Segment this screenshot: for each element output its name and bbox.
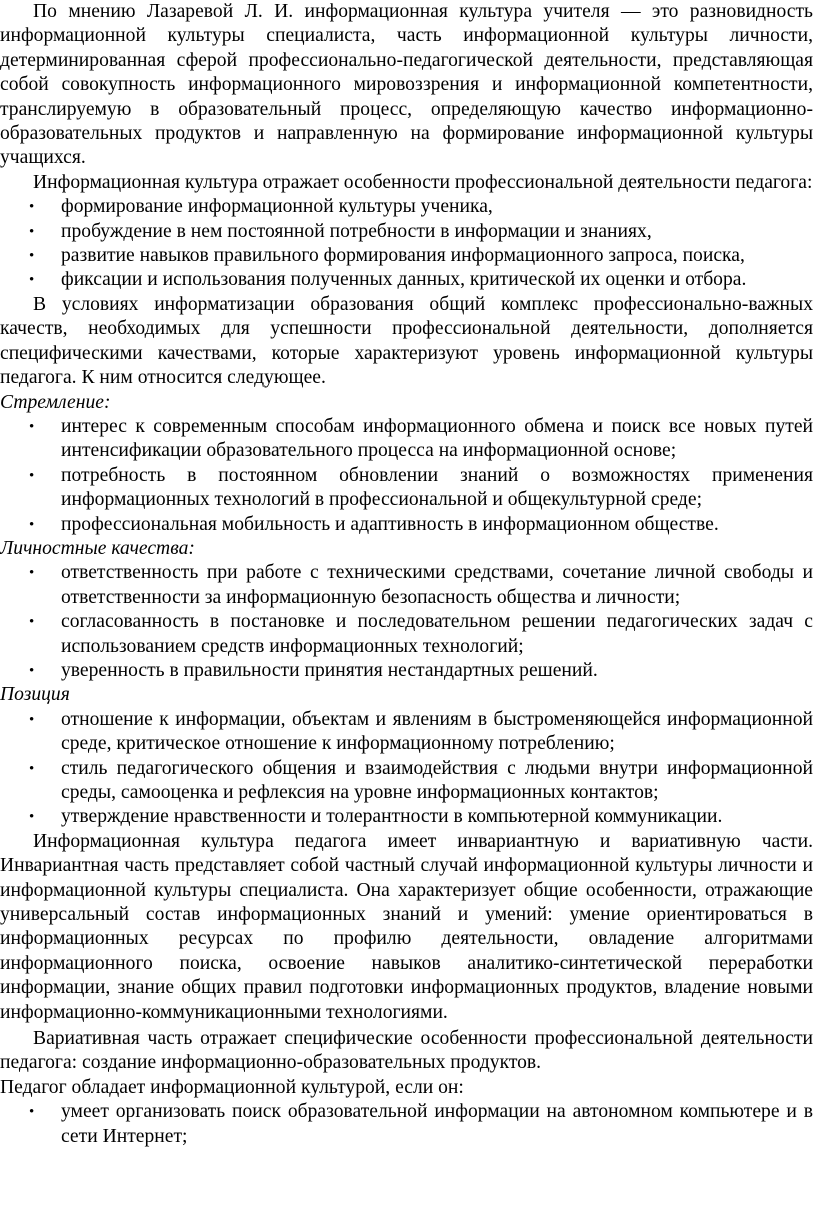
bullet-icon: •: [29, 565, 35, 582]
bullet-icon: •: [29, 467, 35, 484]
list-item-text: развитие навыков правильного формирования информационного запроса, поиска,: [61, 245, 745, 267]
list-item: [0, 659, 813, 683]
list-reflects: [0, 195, 813, 293]
bullet-icon: •: [29, 516, 35, 533]
heading-aspiration: Стремление:: [0, 391, 111, 413]
paragraph-conditions: В условиях информатизации образования общий комплекс профессионально-важных качеств, необходимых для успешности профессиональной деятельности, дополняется специфическими качествами, которые характеризуют уровень информационной культуры педагога. К ним относится следующее.: [0, 293, 813, 389]
list-item-text: ответственность при работе с техническими средствами, сочетание личной свободы и ответственности за информационную безопасность общества и личности;: [61, 562, 813, 608]
bullet-icon: •: [29, 223, 35, 240]
list-item: [0, 464, 813, 513]
list-item: [0, 708, 813, 757]
paragraph-teacher: Педагог обладает информационной культурой, если он:: [0, 1076, 464, 1098]
list-personal-qualities: [0, 561, 813, 683]
heading-personal-qualities: Личностные качества:: [0, 537, 195, 559]
list-item: [0, 561, 813, 610]
heading-position: Позиция: [0, 684, 70, 706]
paragraph-invariant: Информационная культура педагога имеет инвариантную и вариативную части. Инвариантная часть представляет собой частный случай информационной культуры личности и информационной культуры специалиста. Она характеризует общие особенности, отражающие универсальный состав информационных знаний и умений: умение ориентироваться в информационных ресурсах по профилю деятельности, овладение алгоритмами информационного поиска, освоение навыков аналитико-синтетической переработки информации, знание общих правил подготовки информационных продуктов, владение новыми информационно-коммуникационными технологиями.: [0, 830, 813, 1023]
list-item: [0, 757, 813, 806]
list-position: [0, 708, 813, 830]
list-teacher: [0, 1100, 813, 1149]
list-item: [0, 220, 813, 244]
list-item-text: потребность в постоянном обновлении знаний о возможностях применения информационных технологий в профессиональной и общекультурной среде;: [61, 464, 813, 511]
bullet-icon: •: [29, 199, 35, 216]
list-item: [0, 195, 813, 219]
list-item: [0, 513, 813, 537]
paragraph-reflects: Информационная культура отражает особенности профессиональной деятельности педагога:: [33, 171, 813, 193]
list-item: [0, 610, 813, 659]
list-item-text: формирование информационной культуры ученика,: [61, 196, 493, 218]
list-item: [0, 1100, 813, 1149]
list-item: [0, 268, 813, 292]
list-item-text: пробуждение в нем постоянной потребности в информации и знаниях,: [61, 220, 652, 242]
list-item-text: уверенность в правильности принятия нестандартных решений.: [61, 659, 598, 681]
bullet-icon: •: [29, 760, 35, 777]
list-aspiration: [0, 415, 813, 537]
paragraph-intro: По мнению Лазаревой Л. И. информационная культура учителя — это разновидность информационной культуры специалиста, часть информационной культуры личности, детерминированная сферой профессионально-педагогической деятельности, представляющая собой совокупность информационного мировоззрения и информационной компетентности, транслируемую в образовательный процесс, определяющую качество информационно-образовательных продуктов и направленную на формирование информационной культуры учащихся.: [0, 1, 813, 169]
list-item: [0, 244, 813, 268]
bullet-icon: •: [29, 1104, 35, 1121]
list-item-text: утверждение нравственности и толерантности в компьютерной коммуникации.: [61, 806, 723, 828]
list-item: [0, 805, 813, 829]
list-item-text: интерес к современным способам информационного обмена и поиск все новых путей интенсификации образовательного процесса на информационной основе;: [61, 415, 813, 462]
list-item-text: профессиональная мобильность и адаптивность в информационном обществе.: [61, 513, 719, 535]
bullet-icon: •: [29, 248, 35, 265]
bullet-icon: •: [29, 614, 35, 631]
list-item: [0, 415, 813, 464]
paragraph-variative: Вариативная часть отражает специфические особенности профессиональной деятельности педагога: создание информационно-образовательных продуктов.: [0, 1028, 813, 1074]
bullet-icon: •: [29, 809, 35, 826]
bullet-icon: •: [29, 272, 35, 289]
bullet-icon: •: [29, 711, 35, 728]
list-item-text: стиль педагогического общения и взаимодействия с людьми внутри информационной среды, самооценка и рефлексия на уровне информационных контактов;: [61, 757, 813, 803]
list-item-text: фиксации и использования полученных данных, критической их оценки и отбора.: [61, 269, 747, 291]
list-item-text: отношение к информации, объектам и явлениям в быстроменяющейся информационной среде, критическое отношение к информационному потреблению;: [61, 708, 813, 755]
list-item-text: согласованность в постановке и последовательном решении педагогических задач с использованием средств информационных технологий;: [61, 611, 813, 657]
bullet-icon: •: [29, 662, 35, 679]
bullet-icon: •: [29, 418, 35, 435]
list-item-text: умеет организовать поиск образовательной информации на автономном компьютере и в сети Интернет;: [61, 1101, 813, 1147]
